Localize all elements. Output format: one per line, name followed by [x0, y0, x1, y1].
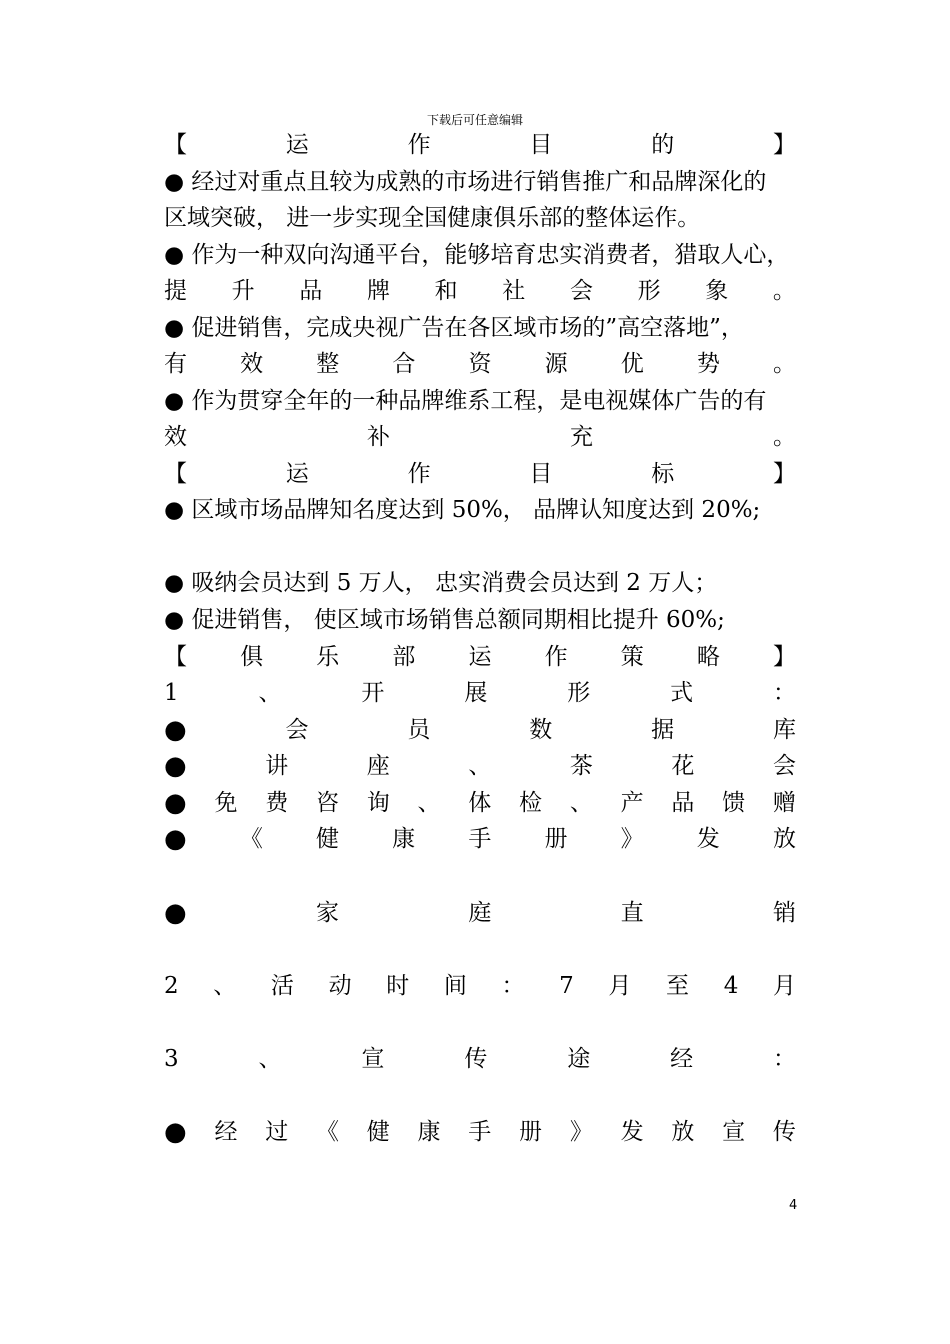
text-token: 】 [772, 461, 796, 487]
text-token: 合 [392, 351, 416, 377]
text-token: 传 [464, 1046, 488, 1072]
text-token: ● [164, 898, 187, 928]
text-token: 资 [468, 351, 492, 377]
text-token: ● [164, 824, 187, 854]
text-token: 有 [164, 351, 187, 377]
text-token: 象 [705, 278, 729, 304]
text-token: 员 [407, 717, 431, 743]
text-token: 》 [620, 826, 644, 852]
text-line [164, 642, 796, 672]
text-token: 赠 [772, 790, 796, 816]
text-line: ● 促进销售，完成央视广告在各区域市场的”高空落地”， [164, 315, 744, 341]
text-token: 询 [366, 790, 390, 816]
text-line: ● 作为贯穿全年的一种品牌维系工程，是电视媒体广告的有 [164, 388, 767, 414]
text-line: ● 经过对重点且较为成熟的市场进行销售推广和品牌深化的 [164, 169, 767, 195]
text-token: 至 [666, 973, 690, 999]
text-token: 手 [468, 1119, 492, 1145]
text-token: 会 [285, 717, 309, 743]
text-token: ● [164, 751, 187, 781]
text-token: 放 [772, 826, 796, 852]
text-token: 和 [434, 278, 458, 304]
text-line [164, 751, 796, 781]
text-line [164, 971, 796, 1001]
text-token: 提 [164, 278, 187, 304]
text-token: 、 [258, 1046, 282, 1072]
text-token: 开 [361, 680, 385, 706]
text-token: 宣 [722, 1119, 746, 1145]
text-token: 体 [468, 790, 492, 816]
text-token: 发 [696, 826, 720, 852]
text-token: 【 [164, 461, 187, 487]
text-token: 势 [696, 351, 720, 377]
text-token: 直 [620, 900, 644, 926]
text-token: 、 [258, 680, 282, 706]
text-token: 【 [164, 644, 187, 670]
text-token: 传 [772, 1119, 796, 1145]
text-token: 》 [569, 1119, 593, 1145]
text-token: 过 [265, 1119, 289, 1145]
text-token: 检 [519, 790, 543, 816]
text-token: 免 [214, 790, 238, 816]
text-token: 发 [620, 1119, 644, 1145]
text-token: 3 [164, 1046, 179, 1072]
text-token: 运 [285, 461, 309, 487]
text-token: 效 [240, 351, 264, 377]
text-token: 、 [417, 790, 441, 816]
text-line: ● 吸纳会员达到 5 万人， 忠实消费会员达到 2 万人； [164, 570, 718, 596]
text-token: ● [164, 1117, 187, 1147]
text-token: 1 [164, 680, 179, 706]
text-token: 间 [443, 973, 467, 999]
text-token: 作 [407, 132, 431, 158]
text-line [164, 1044, 796, 1074]
text-token: 座 [366, 753, 390, 779]
text-token: 《 [315, 1119, 339, 1145]
text-token: 整 [316, 351, 340, 377]
text-token: 康 [392, 826, 416, 852]
text-token: 放 [671, 1119, 695, 1145]
text-token: 源 [544, 351, 568, 377]
text-token: 家 [316, 900, 340, 926]
text-token: 部 [392, 644, 416, 670]
text-line [164, 898, 796, 928]
text-token: 健 [316, 826, 339, 852]
text-token: ： [772, 1046, 796, 1072]
text-line: ● 区域市场品牌知名度达到 50%， 品牌认知度达到 20%; [164, 497, 761, 523]
text-token: ● [164, 715, 187, 745]
text-token: 途 [567, 1046, 591, 1072]
text-token: 库 [772, 717, 796, 743]
text-token: 充 [570, 424, 593, 450]
text-token: 宣 [361, 1046, 385, 1072]
text-line [164, 130, 796, 160]
page-number: 4 [789, 1198, 798, 1213]
text-token: ● [164, 788, 187, 818]
text-token: 俱 [240, 644, 264, 670]
text-token: 】 [772, 132, 796, 158]
text-token: 。 [773, 424, 796, 450]
text-token: 动 [328, 973, 352, 999]
text-token: 作 [407, 461, 431, 487]
text-token: 品 [299, 278, 323, 304]
text-line [164, 422, 796, 452]
text-token: 据 [651, 717, 675, 743]
text-token: 升 [231, 278, 255, 304]
text-token: 讲 [265, 753, 289, 779]
page-header: 下载后可任意编辑 [426, 113, 523, 127]
text-token: 乐 [316, 644, 340, 670]
text-token: 会 [569, 278, 593, 304]
text-token: 康 [417, 1119, 441, 1145]
text-token: 茶 [569, 753, 593, 779]
text-token: 、 [468, 753, 492, 779]
text-token: 优 [620, 351, 644, 377]
text-token: 标 [651, 461, 675, 487]
text-token: 册 [544, 826, 568, 852]
text-line [164, 678, 796, 708]
text-line [164, 349, 796, 379]
text-line: ● 作为一种双向沟通平台，能够培育忠实消费者，猎取人心， [164, 242, 790, 268]
text-line: ● 促进销售， 使区域市场销售总额同期相比提升 60%; [164, 607, 725, 633]
text-token: 运 [285, 132, 309, 158]
text-token: 式 [670, 680, 694, 706]
text-token: 数 [529, 717, 553, 743]
text-token: 馈 [722, 790, 746, 816]
text-token: 】 [773, 644, 796, 670]
text-token: ： [772, 680, 796, 706]
text-token: 运 [468, 644, 492, 670]
text-token: ： [501, 973, 525, 999]
text-token: 7 [559, 973, 574, 999]
text-token: 展 [464, 680, 488, 706]
text-token: 略 [696, 644, 720, 670]
text-token: 目 [529, 461, 553, 487]
text-token: 手 [468, 826, 492, 852]
text-token: 销 [773, 900, 796, 926]
text-token: 费 [265, 790, 289, 816]
text-token: 社 [502, 278, 526, 304]
text-token: 。 [773, 351, 796, 377]
text-line [164, 459, 796, 489]
text-token: 【 [164, 132, 187, 158]
text-token: 花 [671, 753, 695, 779]
text-token: 形 [567, 680, 591, 706]
text-token: 4 [723, 973, 739, 999]
text-line [164, 824, 796, 854]
text-line [164, 1117, 796, 1147]
text-token: 会 [772, 753, 796, 779]
text-token: 牌 [366, 278, 390, 304]
text-line [164, 715, 796, 745]
text-line [164, 788, 796, 818]
text-token: 健 [366, 1119, 390, 1145]
text-token: 经 [670, 1046, 694, 1072]
text-token: 咨 [315, 790, 339, 816]
text-token: 。 [772, 278, 796, 304]
text-token: 补 [367, 424, 390, 450]
text-token: 产 [620, 790, 644, 816]
text-token: 活 [270, 973, 294, 999]
text-token: 的 [651, 132, 675, 158]
text-token: 2 [164, 973, 179, 999]
text-token: 、 [213, 973, 237, 999]
text-token: 时 [386, 973, 410, 999]
text-token: 、 [569, 790, 593, 816]
text-token: 效 [164, 424, 187, 450]
text-token: 作 [544, 644, 568, 670]
text-token: 策 [620, 644, 644, 670]
text-token: 品 [671, 790, 695, 816]
text-line: 区域突破， 进一步实现全国健康俱乐部的整体运作。 [164, 205, 701, 231]
text-token: 庭 [468, 900, 492, 926]
text-token: 月 [608, 973, 632, 999]
text-token: 形 [637, 278, 661, 304]
text-token: 册 [519, 1119, 543, 1145]
text-token: 目 [529, 132, 553, 158]
text-token: 《 [239, 826, 263, 852]
text-line [164, 276, 796, 306]
text-token: 经 [214, 1119, 238, 1145]
text-token: 月 [772, 973, 796, 999]
